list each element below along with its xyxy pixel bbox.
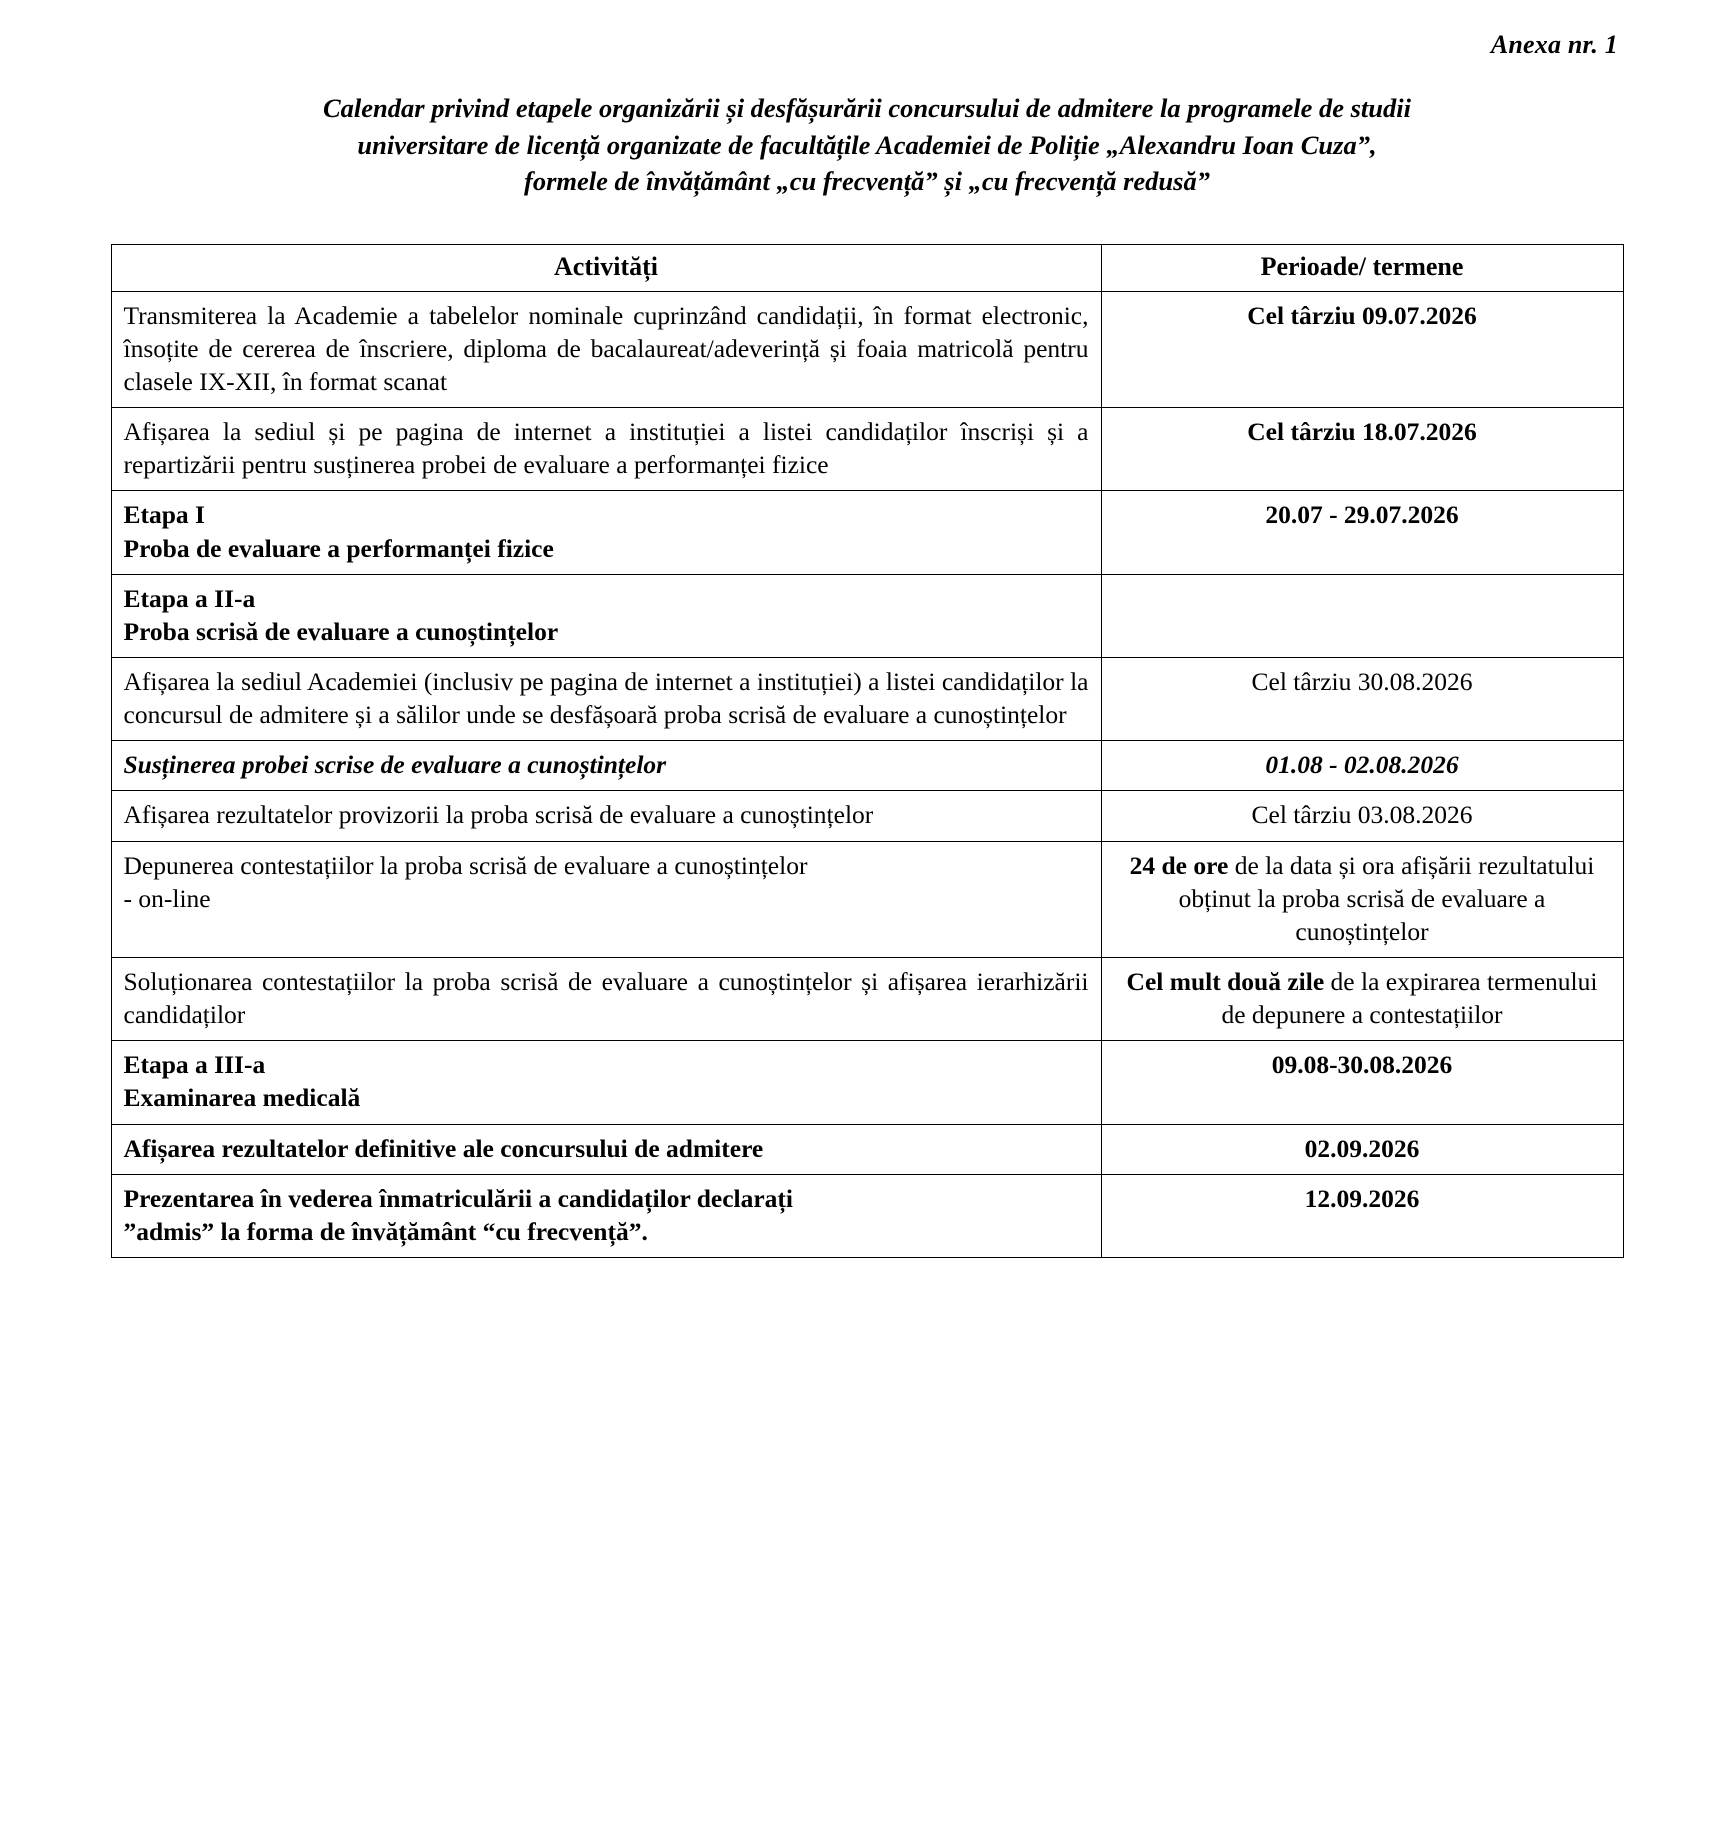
table-header: [111, 244, 1623, 291]
calendar-table: [111, 244, 1624, 1258]
table-row: [111, 1041, 1623, 1124]
table-header-row: [111, 244, 1623, 291]
cell-period: 02.09.2026: [1101, 1124, 1623, 1174]
cell-activity: Susținerea probei scrise de evaluare a cunoștințelor: [111, 741, 1101, 791]
cell-activity-line-1: Depunerea contestațiilor la proba scrisă de evaluare a cunoștințelor: [123, 850, 808, 880]
table-row: [111, 491, 1623, 574]
cell-activity-line-2: Proba de evaluare a performanței fizice: [123, 533, 554, 563]
cell-activity-line-2: ”admis” la forma de învățământ “cu frecvență”.: [123, 1216, 648, 1246]
table-row: [111, 791, 1623, 841]
cell-activity-line-2: Proba scrisă de evaluare a cunoștințelor: [123, 616, 559, 646]
table-row: [111, 957, 1623, 1040]
cell-period: Cel târziu 09.07.2026: [1101, 291, 1623, 407]
cell-period: Cel târziu 03.08.2026: [1101, 791, 1623, 841]
cell-period: [1101, 574, 1623, 657]
cell-activity: [111, 574, 1101, 657]
annex-label: Anexa nr. 1: [1490, 30, 1618, 59]
column-header-period: Perioade/ termene: [1101, 244, 1623, 291]
cell-activity: Transmiterea la Academie a tabelelor nominale cuprinzând candidații, în format electronic, însoțite de cererea de înscriere, diploma de bacalaureat/adeverință și foaia matricolă pentru clasele IX-XII, în format scanat: [111, 291, 1101, 407]
cell-period-lead: 24 de ore: [1129, 850, 1229, 880]
cell-period-rest: de la data și ora afișării rezultatului obținut la proba scrisă de evaluare a cunoștințelor: [1178, 850, 1595, 946]
cell-period: 20.07 - 29.07.2026: [1101, 491, 1623, 574]
cell-period: 01.08 - 02.08.2026: [1101, 741, 1623, 791]
cell-period: [1101, 957, 1623, 1040]
cell-activity-line-1: Etapa a II-a: [123, 583, 256, 613]
table-row: [111, 1174, 1623, 1257]
table-row: [111, 291, 1623, 407]
cell-activity-line-2: Examinarea medicală: [123, 1083, 361, 1113]
cell-activity: [111, 491, 1101, 574]
cell-period: Cel târziu 30.08.2026: [1101, 657, 1623, 740]
cell-activity: Afișarea rezultatelor definitive ale concursului de admitere: [111, 1124, 1101, 1174]
title-line-3: formele de învățământ „cu frecvență” și „cu frecvență redusă”: [524, 166, 1210, 197]
table-row: [111, 408, 1623, 491]
cell-activity: Afișarea rezultatelor provizorii la proba scrisă de evaluare a cunoștințelor: [111, 791, 1101, 841]
cell-activity-line-1: Etapa I: [123, 500, 205, 530]
column-header-activity: Activități: [111, 244, 1101, 291]
table-row: [111, 741, 1623, 791]
cell-activity: Afișarea la sediul și pe pagina de internet a instituției a listei candidaților înscriși și a repartizării pentru susținerea probei de evaluare a performanței fizice: [111, 408, 1101, 491]
table-body: [111, 291, 1623, 1257]
table-row: [111, 574, 1623, 657]
cell-activity-line-1: Prezentarea în vederea înmatriculării a candidaților declarați: [123, 1183, 793, 1213]
cell-activity-line-2: - on-line: [123, 883, 211, 913]
cell-period: 09.08-30.08.2026: [1101, 1041, 1623, 1124]
cell-period-lead: Cel mult două zile: [1126, 966, 1325, 996]
cell-activity: Afișarea la sediul Academiei (inclusiv pe pagina de internet a instituției) a listei candidaților la concursul de admitere și a sălilor unde se desfășoară proba scrisă de evaluare a cunoștințelor: [111, 657, 1101, 740]
cell-period: [1101, 841, 1623, 957]
cell-activity: [111, 1174, 1101, 1257]
cell-period-rest: de la expirarea termenului de depunere a contestațiilor: [1221, 966, 1598, 1030]
cell-period: Cel târziu 18.07.2026: [1101, 408, 1623, 491]
cell-activity: [111, 1041, 1101, 1124]
cell-activity: [111, 841, 1101, 957]
table-row: [111, 841, 1623, 957]
cell-activity-line-1: Etapa a III-a: [123, 1050, 266, 1080]
table-row: [111, 1124, 1623, 1174]
title-line-2: universitare de licență organizate de facultățile Academiei de Poliție „Alexandru Ioan Cuza”,: [357, 129, 1377, 160]
document-title: [137, 90, 1597, 200]
cell-activity: Soluționarea contestațiilor la proba scrisă de evaluare a cunoștințelor și afișarea ierarhizării candidaților: [111, 957, 1101, 1040]
table-row: [111, 657, 1623, 740]
cell-period: 12.09.2026: [1101, 1174, 1623, 1257]
title-line-1: Calendar privind etapele organizării și desfășurării concursului de admitere la programele de studii: [322, 93, 1412, 123]
